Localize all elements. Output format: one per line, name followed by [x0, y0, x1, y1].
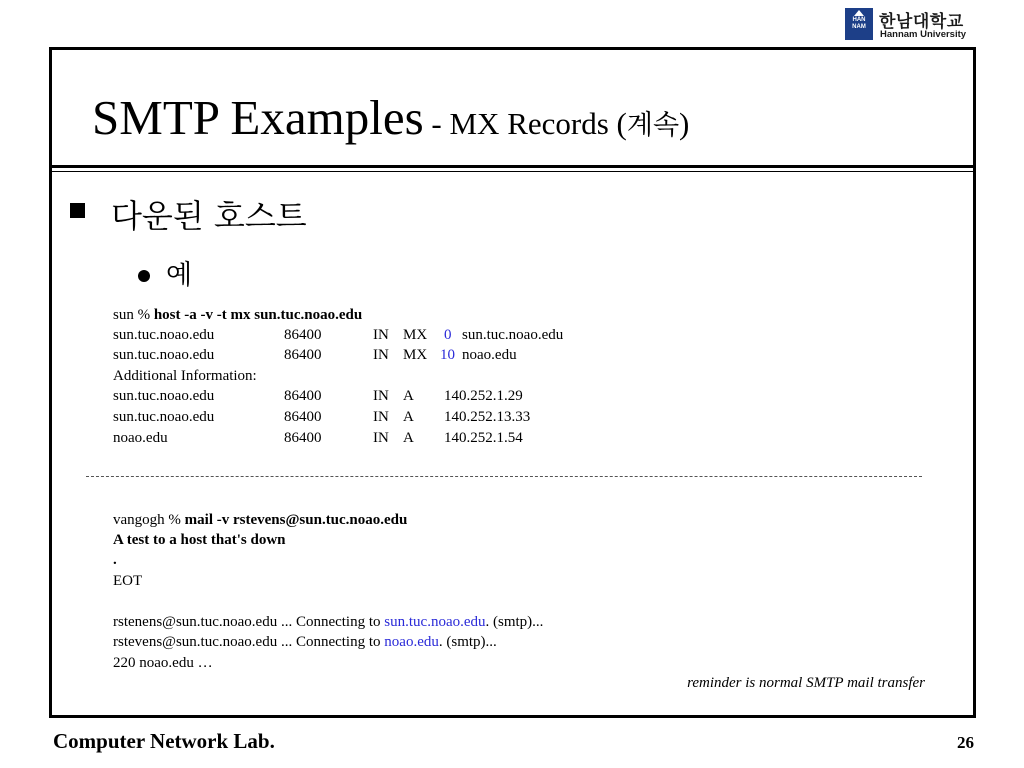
record-class: IN [373, 430, 389, 446]
record-value: 140.252.13.33 [444, 409, 531, 425]
additional-info-label: Additional Information: [113, 368, 257, 384]
connect-line [113, 632, 497, 652]
connect-host: noao.edu [384, 634, 439, 650]
mail-prompt: vangogh % [113, 512, 185, 528]
mx-row [113, 325, 613, 345]
mx-preference: 10 [440, 347, 455, 363]
connect-prefix: rstevens@sun.tuc.noao.edu ... Connecting to [113, 634, 385, 650]
title-divider [52, 165, 973, 168]
record-type: MX [403, 327, 428, 343]
connect-suffix: . (smtp)... [438, 634, 497, 650]
title-main: SMTP Examples [92, 90, 424, 145]
page-number: 26 [957, 733, 974, 752]
a-record-row [113, 386, 613, 406]
connect-suffix: . (smtp)... [485, 614, 544, 630]
record-value: noao.edu [462, 347, 517, 363]
slide-title [92, 88, 689, 156]
record-name: noao.edu [113, 430, 168, 446]
mail-body-line: A test to a host that's down [113, 532, 286, 548]
title-divider-thin [52, 171, 973, 172]
connect-host: sun.tuc.noao.edu [384, 614, 486, 630]
mail-dot-line: . [113, 552, 117, 568]
record-ttl: 86400 [284, 409, 322, 425]
host-command: host -a -v -t mx sun.tuc.noao.edu [153, 307, 363, 323]
record-type: MX [403, 347, 428, 363]
mail-command-line [113, 510, 407, 530]
record-name: sun.tuc.noao.edu [113, 347, 215, 363]
sub-bullet: 예 [166, 260, 193, 291]
logo-emblem-icon: HAN NAM [845, 8, 873, 40]
record-class: IN [373, 327, 389, 343]
mail-command: mail -v rstevens@sun.tuc.noao.edu [184, 512, 408, 528]
record-type: A [403, 430, 414, 446]
round-bullet-icon [138, 270, 150, 282]
record-value: 140.252.1.29 [444, 388, 523, 404]
title-close: ) [679, 106, 690, 141]
connect-prefix: rstenens@sun.tuc.noao.edu ... Connecting to [113, 614, 385, 630]
record-type: A [403, 388, 414, 404]
mx-row [113, 345, 613, 365]
bullet-heading: 다운된 호스트 [111, 197, 307, 235]
university-logo [843, 6, 983, 42]
footer-lab-name: Computer Network Lab. [53, 729, 275, 753]
a-record-row [113, 428, 613, 448]
record-name: sun.tuc.noao.edu [113, 409, 215, 425]
title-korean: 계속 [626, 110, 680, 141]
record-value: sun.tuc.noao.edu [462, 327, 564, 343]
reminder-note: reminder is normal SMTP mail transfer [687, 675, 925, 691]
connect-line [113, 612, 543, 632]
record-class: IN [373, 347, 389, 363]
record-ttl: 86400 [284, 388, 322, 404]
mx-preference: 0 [444, 327, 452, 343]
mail-eot-line: EOT [113, 573, 143, 589]
record-type: A [403, 409, 414, 425]
section-divider [86, 476, 922, 477]
record-name: sun.tuc.noao.edu [113, 388, 215, 404]
record-class: IN [373, 388, 389, 404]
logo-name-english: Hannam University [880, 29, 967, 40]
record-ttl: 86400 [284, 327, 322, 343]
square-bullet-icon [70, 203, 85, 218]
record-ttl: 86400 [284, 430, 322, 446]
a-record-row [113, 407, 613, 427]
logo-name-korean: 한남대학교 [879, 12, 964, 32]
server-response-line: 220 noao.edu … [113, 655, 213, 671]
record-name: sun.tuc.noao.edu [113, 327, 215, 343]
command-prompt: sun % [113, 307, 154, 323]
host-command-line [113, 305, 362, 325]
record-class: IN [373, 409, 389, 425]
record-value: 140.252.1.54 [444, 430, 523, 446]
record-ttl: 86400 [284, 347, 322, 363]
title-sub: - MX Records ( [423, 106, 627, 141]
